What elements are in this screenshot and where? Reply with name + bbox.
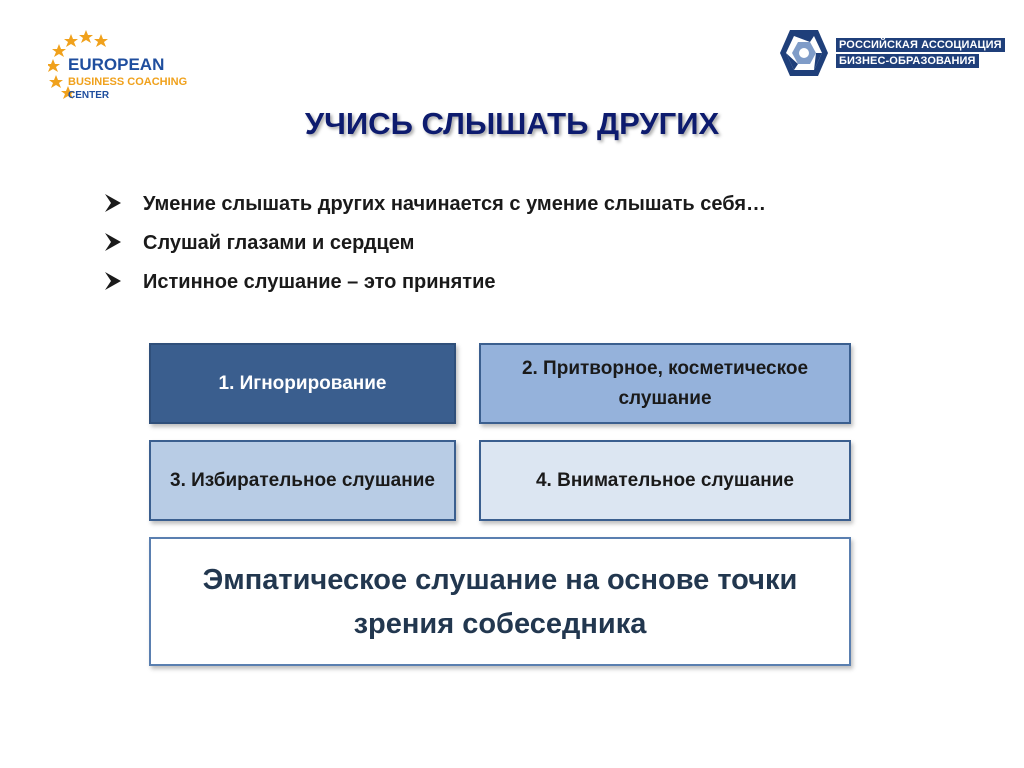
box-selective-listening xyxy=(149,440,456,521)
logo-line-russian-association: РОССИЙСКАЯ АССОЦИАЦИЯ xyxy=(836,38,1005,52)
slide-title: УЧИСЬ СЛЫШАТЬ ДРУГИХ xyxy=(304,106,720,141)
bullet-text: Слушай глазами и сердцем xyxy=(143,232,415,254)
logo-line-center: CENTER xyxy=(68,90,110,101)
arrowhead-bullet-icon xyxy=(103,270,123,292)
box-attentive-listening xyxy=(479,440,851,521)
rabe-association-logo xyxy=(778,28,1002,80)
box-ignoring xyxy=(149,343,456,424)
bullet-text: Истинное слушание – это принятие xyxy=(143,271,496,293)
arrowhead-bullet-icon xyxy=(103,192,123,214)
box-ignoring-label: 1. Игнорирование xyxy=(218,372,387,394)
european-business-coaching-center-logo xyxy=(48,28,218,108)
box-empathic-listening-label: Эмпатическое слушание на основе точки зрения собеседника xyxy=(202,563,798,640)
box-pretend-listening xyxy=(479,343,851,424)
box-empathic-listening xyxy=(149,537,851,666)
rabe-emblem-icon xyxy=(778,28,830,78)
bullet-text: Умение слышать других начинается с умение слышать себя… xyxy=(143,193,766,215)
logo-line-business-education: БИЗНЕС-ОБРАЗОВАНИЯ xyxy=(836,54,979,68)
box-selective-listening-label: 3. Избирательное слушание xyxy=(170,469,435,491)
box-attentive-listening-label: 4. Внимательное слушание xyxy=(535,469,794,491)
arrowhead-bullet-icon xyxy=(103,231,123,253)
box-pretend-listening-label: 2. Притворное, косметическое слушание xyxy=(521,357,809,409)
logo-line-business-coaching: BUSINESS COACHING xyxy=(68,76,188,88)
logo-line-european: EUROPEAN xyxy=(68,55,165,74)
